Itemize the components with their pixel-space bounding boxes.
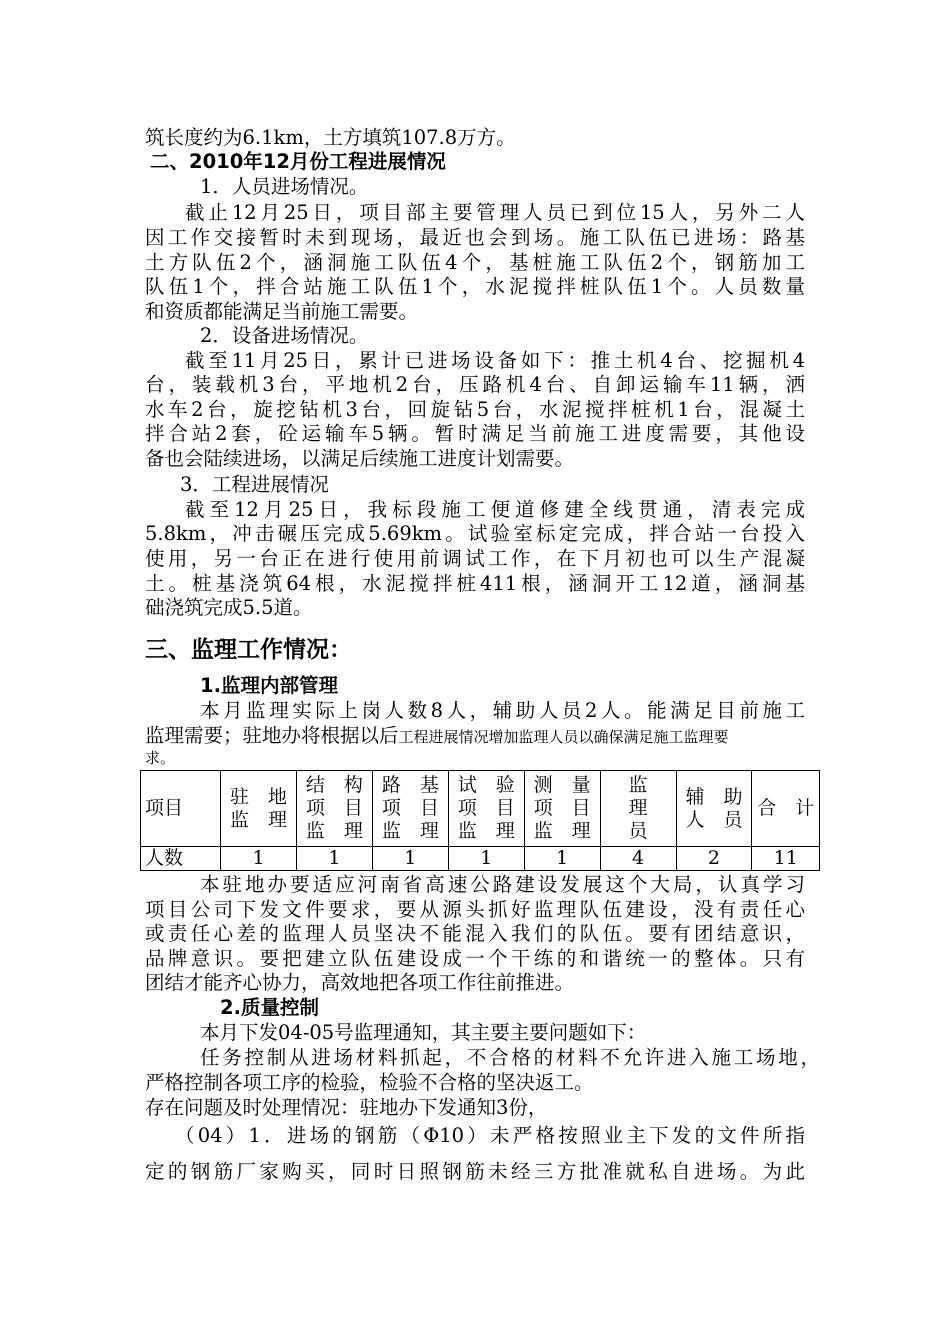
section-3-heading: 三、监理工作情况： <box>145 637 352 663</box>
cell-value: 1 <box>524 847 600 871</box>
paragraph-line: 定的钢筋厂家购买，同时日照钢筋未经三方批准就私自进场。为此 <box>145 1160 805 1183</box>
paragraph-line: 团结才能齐心协力，高效地把各项工作往前推进。 <box>145 971 575 994</box>
paragraph-line: 严格控制各项工序的检验，检验不合格的坚决返工。 <box>145 1071 594 1094</box>
paragraph-line: 筑长度约为6.1km，土方填筑107.8万方。 <box>145 126 516 149</box>
paragraph-line: 水车2台，旋挖钻机3台，回旋钻5台，水泥搅拌桩机1台，混凝土 <box>145 398 805 421</box>
row-label-count: 人数 <box>141 847 221 871</box>
subheading-personnel: 1．人员进场情况。 <box>200 175 369 198</box>
paragraph-line: 和资质都能满足当前施工需要。 <box>145 300 419 323</box>
subheading-equipment: 2．设备进场情况。 <box>200 324 369 347</box>
paragraph-line: 任务控制从进场材料抓起，不合格的材料不允许进入施工场地， <box>200 1046 820 1069</box>
subheading-internal-management: 1.监理内部管理 <box>200 674 338 697</box>
paragraph-line: 存在问题及时处理情况：驻地办下发通知3份， <box>145 1096 548 1119</box>
cell-value: 4 <box>600 847 676 871</box>
header-cell-survey: 测 量 项 目 监 理 <box>524 771 600 847</box>
table-row <box>141 847 820 871</box>
paragraph-text-small: 工程进展情况增加监理人员以确保满足施工监理要 <box>398 728 729 746</box>
header-cell-assistant: 辅 助 人 员 <box>676 771 752 847</box>
paragraph-line: 项目公司下发文件要求，要从源头抓好监理队伍建设，没有责任心 <box>145 898 805 921</box>
paragraph-line: 或责任心差的监理人员坚决不能混入我们的队伍。要有团结意识， <box>145 922 805 945</box>
paragraph-line: 础浇筑完成5.5道。 <box>145 596 313 619</box>
header-cell-total: 合 计 <box>752 771 820 847</box>
paragraph-line <box>145 724 729 749</box>
section-2-heading: 二、2010年12月份工程进展情况 <box>150 150 446 173</box>
cell-value: 11 <box>752 847 820 871</box>
paragraph-line: 截止12月25日，项目部主要管理人员已到位15人，另外二人 <box>185 201 805 224</box>
cell-value: 1 <box>448 847 524 871</box>
cell-value: 1 <box>221 847 297 871</box>
cell-value: 2 <box>676 847 752 871</box>
header-cell-item: 项目 <box>141 771 221 847</box>
paragraph-line: 本驻地办要适应河南省高速公路建设发展这个大局，认真学习 <box>200 873 805 896</box>
header-cell-testing: 试 验 项 目 监 理 <box>448 771 524 847</box>
paragraph-line: 土。桩基浇筑64根，水泥搅拌桩411根，涵洞开工12道，涵洞基 <box>145 572 805 595</box>
paragraph-text: 监理需要；驻地办将根据以后 <box>145 724 399 747</box>
paragraph-line: 5.8km，冲击碾压完成5.69km。试验室标定完成，拌合站一台投入 <box>145 522 805 545</box>
paragraph-line: 品牌意识。要把建立队伍建设成一个干练的和谐统一的整体。只有 <box>145 947 805 970</box>
paragraph-line: 台，装载机3台，平地机2台，压路机4台、自卸运输车11辆，洒 <box>145 373 805 396</box>
paragraph-line: 截至12月25日，我标段施工便道修建全线贯通，清表完成 <box>185 498 805 521</box>
paragraph-line: 截至11月25日，累计已进场设备如下：推土机4台、挖掘机4 <box>185 349 805 372</box>
paragraph-line: 队伍1个，拌合站施工队伍1个，水泥搅拌桩队伍1个。人员数量 <box>145 275 805 298</box>
paragraph-line: 本月监理实际上岗人数8人，辅助人员2人。能满足目前施工 <box>200 699 805 722</box>
paragraph-line: 使用，另一台正在进行使用前调试工作，在下月初也可以生产混凝 <box>145 547 805 570</box>
paragraph-line: 土方队伍2个，涵洞施工队伍4个，基桩施工队伍2个，钢筋加工 <box>145 251 805 274</box>
header-cell-resident: 驻 地 监 理 <box>221 771 297 847</box>
header-cell-structure: 结 构 项 目 监 理 <box>296 771 372 847</box>
table-header-row <box>141 771 820 847</box>
subheading-quality-control: 2.质量控制 <box>220 996 319 1019</box>
cell-value: 1 <box>372 847 448 871</box>
cell-value: 1 <box>296 847 372 871</box>
paragraph-line: （04）1．进场的钢筋（Φ10）未严格按照业主下发的文件所指 <box>175 1124 805 1147</box>
paragraph-line: 备也会陆续进场，以满足后续施工进度计划需要。 <box>145 447 575 470</box>
paragraph-line: 拌合站2套，砼运输车5辆。暂时满足当前施工进度需要，其他设 <box>145 422 805 445</box>
subheading-progress: 3．工程进展情况 <box>180 473 329 496</box>
header-cell-subgrade: 路 基 项 目 监 理 <box>372 771 448 847</box>
header-cell-supervisor: 监 理 员 <box>600 771 676 847</box>
staff-table <box>140 770 820 871</box>
paragraph-line: 本月下发04-05号监理通知，其主要主要问题如下： <box>200 1021 647 1044</box>
paragraph-line: 因工作交接暂时未到现场，最近也会到场。施工队伍已进场：路基 <box>145 226 805 249</box>
paragraph-line: 求。 <box>145 749 176 767</box>
